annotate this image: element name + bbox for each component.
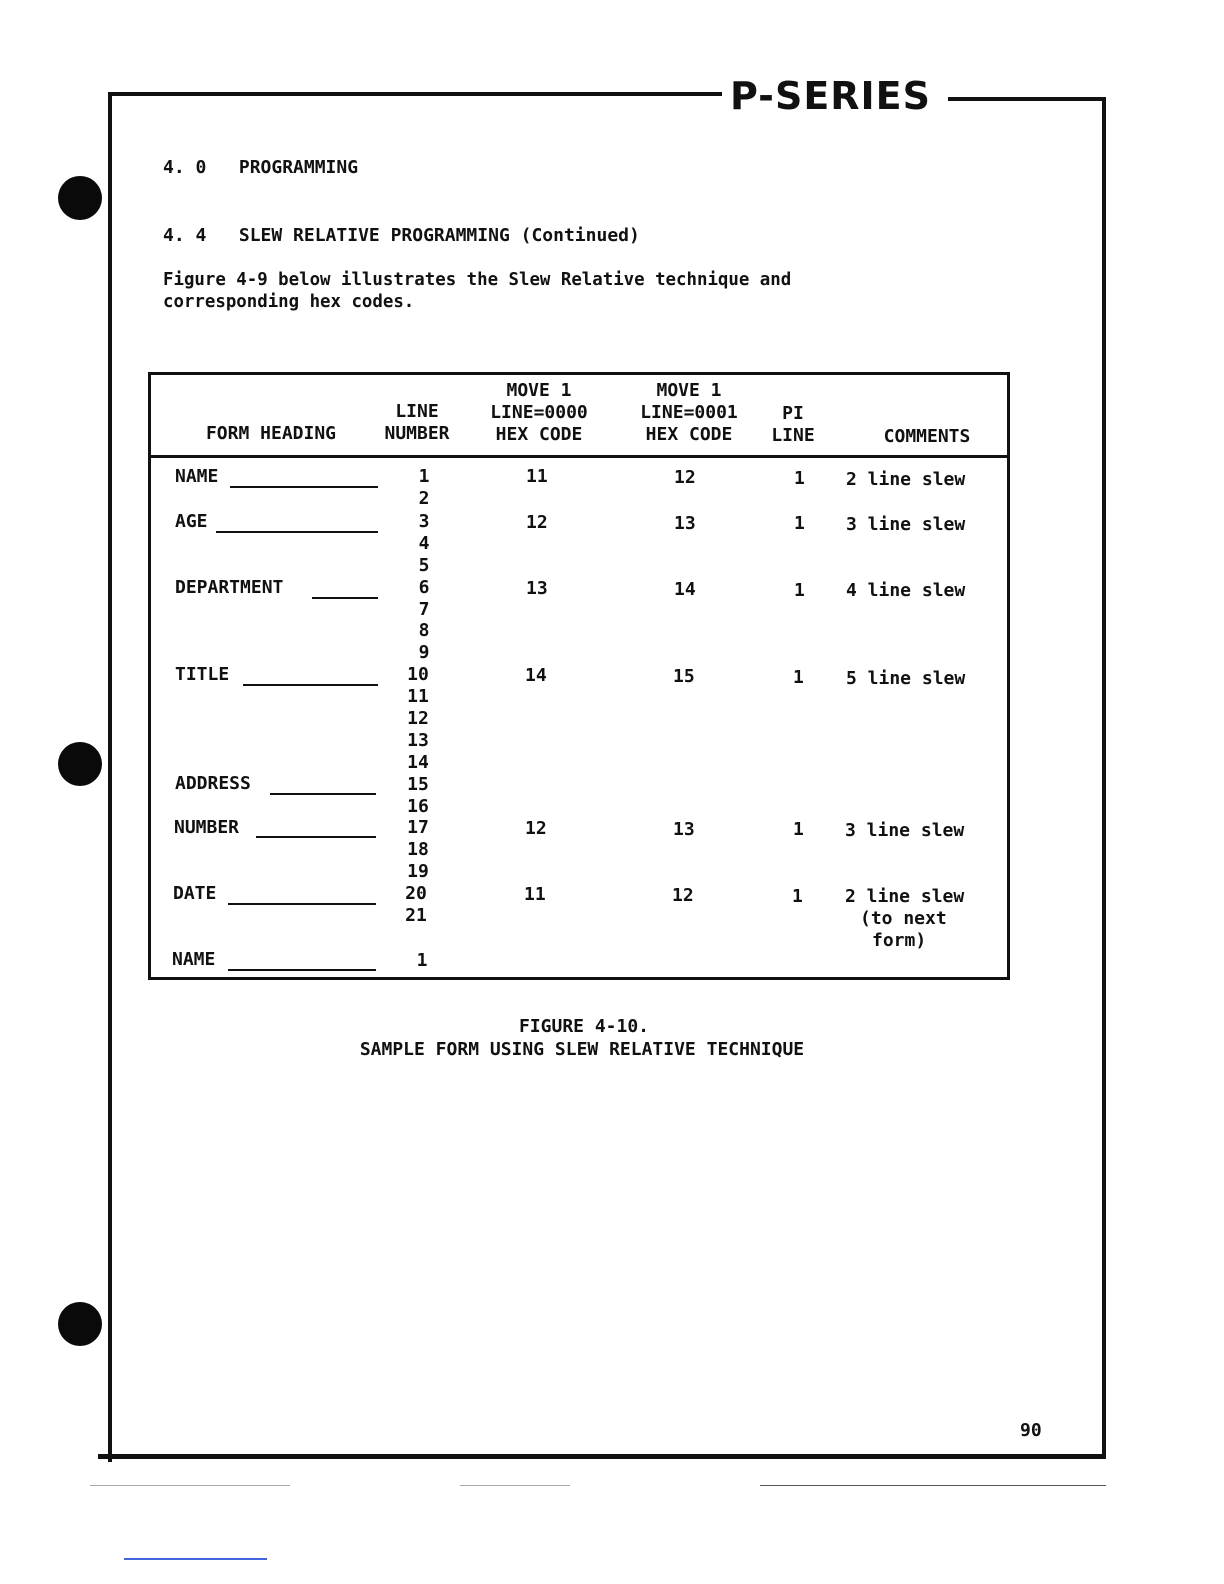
line-number: 16 xyxy=(407,796,429,817)
line-number: 11 xyxy=(407,686,429,707)
binder-hole-top xyxy=(58,176,102,220)
line-number: 4 xyxy=(418,533,430,554)
hex-code-0001: 13 xyxy=(674,513,696,534)
line-number: 12 xyxy=(407,708,429,729)
header-move-0001: MOVE 1 LINE=0001 HEX CODE xyxy=(640,380,738,445)
hex-code-0000: 12 xyxy=(526,512,548,533)
field-department: DEPARTMENT xyxy=(175,577,284,598)
field-age: AGE xyxy=(175,511,208,532)
binder-hole-bottom xyxy=(58,1302,102,1346)
field-age-underline xyxy=(216,531,378,533)
field-department-underline xyxy=(312,597,378,599)
field-name-underline xyxy=(230,486,378,488)
brand-title: P-SERIES xyxy=(730,74,932,118)
field-name-next-form-underline xyxy=(228,969,376,971)
line-number: 10 xyxy=(407,664,429,685)
comment: 2 line slew xyxy=(845,886,965,907)
header-pi-line: PI LINE xyxy=(771,403,815,446)
field-title-underline xyxy=(243,684,378,686)
pi-line: 1 xyxy=(794,513,805,534)
table-header-rule xyxy=(148,455,1010,458)
hex-code-0000: 12 xyxy=(525,818,547,839)
blue-underline-artifact xyxy=(124,1558,267,1560)
comment-continued: form) xyxy=(872,930,927,951)
field-address: ADDRESS xyxy=(175,773,251,794)
comment: 3 line slew xyxy=(846,514,966,535)
field-date-underline xyxy=(228,903,376,905)
field-name: NAME xyxy=(175,466,219,487)
comment: 4 line slew xyxy=(846,580,966,601)
header-line-number: LINE NUMBER xyxy=(384,401,450,444)
line-number: 8 xyxy=(418,620,430,641)
hex-code-0000: 14 xyxy=(525,665,547,686)
line-number: 18 xyxy=(407,839,429,860)
binder-hole-middle xyxy=(58,742,102,786)
line-number: 9 xyxy=(418,642,430,663)
comment: 3 line slew xyxy=(845,820,965,841)
scan-artifact-rule xyxy=(90,1485,290,1486)
line-number: 20 xyxy=(405,883,427,904)
field-date: DATE xyxy=(173,883,217,904)
intro-line-2: corresponding hex codes. xyxy=(163,292,415,312)
frame-top-rule-right xyxy=(948,97,1106,101)
comment: 2 line slew xyxy=(846,469,966,490)
line-number: 13 xyxy=(407,730,429,751)
pi-line: 1 xyxy=(794,580,805,601)
pi-line: 1 xyxy=(794,468,805,489)
hex-code-0000: 11 xyxy=(524,884,546,905)
hex-code-0001: 12 xyxy=(674,467,696,488)
header-comments: COMMENTS xyxy=(883,426,971,447)
pi-line: 1 xyxy=(793,819,804,840)
line-number: 3 xyxy=(418,511,430,532)
line-number: 14 xyxy=(407,752,429,773)
subsection-heading: 4. 4 SLEW RELATIVE PROGRAMMING (Continued) xyxy=(163,225,640,246)
figure-caption-subtitle: SAMPLE FORM USING SLEW RELATIVE TECHNIQUE xyxy=(359,1039,805,1060)
hex-code-0000: 11 xyxy=(526,466,548,487)
page-number: 90 xyxy=(1020,1420,1042,1441)
line-number: 1 xyxy=(416,950,428,971)
section-heading: 4. 0 PROGRAMMING xyxy=(163,157,359,178)
intro-line-1: Figure 4-9 below illustrates the Slew Relative technique and xyxy=(163,270,792,290)
field-name-next-form: NAME xyxy=(172,949,216,970)
field-number-underline xyxy=(256,836,376,838)
frame-top-rule xyxy=(110,92,722,96)
frame-right-rule xyxy=(1102,97,1106,1459)
hex-code-0001: 15 xyxy=(673,666,695,687)
frame-left-rule xyxy=(108,92,112,1462)
line-number: 17 xyxy=(407,817,429,838)
pi-line: 1 xyxy=(793,667,804,688)
field-address-underline xyxy=(270,793,376,795)
line-number: 19 xyxy=(407,861,429,882)
comment: 5 line slew xyxy=(846,668,966,689)
scan-artifact-rule xyxy=(460,1485,570,1486)
field-number: NUMBER xyxy=(174,817,240,838)
hex-code-0000: 13 xyxy=(526,578,548,599)
hex-code-0001: 14 xyxy=(674,579,696,600)
header-form-heading: FORM HEADING xyxy=(205,423,337,444)
figure-caption-title: FIGURE 4-10. xyxy=(518,1016,650,1037)
line-number: 7 xyxy=(418,599,430,620)
frame-bottom-rule xyxy=(98,1454,1102,1459)
line-number: 2 xyxy=(418,488,430,509)
line-number: 6 xyxy=(418,577,430,598)
field-title: TITLE xyxy=(175,664,230,685)
line-number: 5 xyxy=(418,555,430,576)
header-move-0000: MOVE 1 LINE=0000 HEX CODE xyxy=(490,380,588,445)
hex-code-0001: 12 xyxy=(672,885,694,906)
line-number: 1 xyxy=(418,466,430,487)
pi-line: 1 xyxy=(792,886,803,907)
comment-continued: (to next xyxy=(860,908,947,929)
line-number: 15 xyxy=(407,774,429,795)
line-number: 21 xyxy=(405,905,427,926)
hex-code-0001: 13 xyxy=(673,819,695,840)
scan-artifact-rule xyxy=(760,1485,1106,1486)
